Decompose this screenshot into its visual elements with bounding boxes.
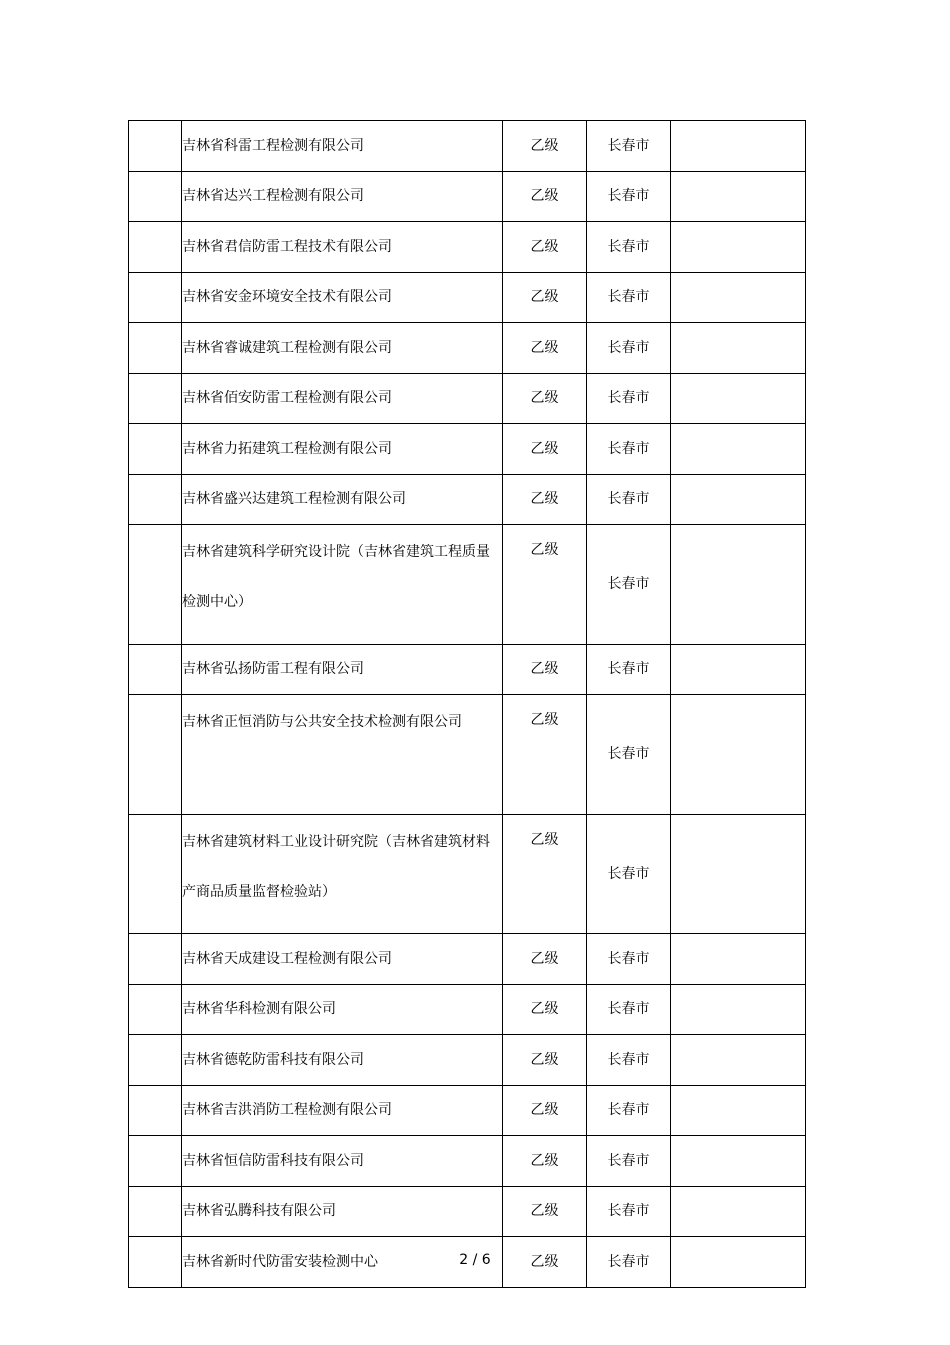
grade-cell: 乙级	[503, 222, 587, 273]
grade-cell: 乙级	[503, 644, 587, 695]
city-cell: 长春市	[587, 984, 671, 1035]
grade-cell: 乙级	[503, 814, 587, 934]
company-table	[128, 120, 806, 1288]
grade-cell: 乙级	[503, 171, 587, 222]
company-name-cell	[182, 1035, 503, 1086]
city-cell: 长春市	[587, 814, 671, 934]
table-row	[129, 1035, 806, 1086]
table-row	[129, 695, 806, 815]
company-name: 吉林省正恒消防与公共安全技术检测有限公司	[182, 714, 462, 730]
grade-cell: 乙级	[503, 934, 587, 985]
table-row	[129, 121, 806, 172]
company-name-cell	[182, 474, 503, 525]
index-cell	[129, 323, 182, 374]
grade-cell: 乙级	[503, 984, 587, 1035]
city-cell: 长春市	[587, 1186, 671, 1237]
company-name-cell	[182, 1085, 503, 1136]
company-name: 吉林省佰安防雷工程检测有限公司	[182, 390, 392, 407]
index-cell	[129, 272, 182, 323]
table-row	[129, 525, 806, 645]
grade-cell: 乙级	[503, 373, 587, 424]
note-cell	[671, 323, 806, 374]
city-cell: 长春市	[587, 121, 671, 172]
note-cell	[671, 373, 806, 424]
note-cell	[671, 814, 806, 934]
index-cell	[129, 525, 182, 645]
company-name: 吉林省建筑科学研究设计院（吉林省建筑工程质量检测中心）	[182, 544, 490, 610]
city-cell: 长春市	[587, 1085, 671, 1136]
index-cell	[129, 1136, 182, 1187]
table-row	[129, 1085, 806, 1136]
table-row	[129, 323, 806, 374]
company-name-cell	[182, 934, 503, 985]
index-cell	[129, 424, 182, 475]
note-cell	[671, 1085, 806, 1136]
city-cell: 长春市	[587, 474, 671, 525]
table-row	[129, 373, 806, 424]
company-name-cell	[182, 644, 503, 695]
grade-cell: 乙级	[503, 1035, 587, 1086]
city-cell: 长春市	[587, 1136, 671, 1187]
company-name: 吉林省吉洪消防工程检测有限公司	[182, 1102, 392, 1119]
note-cell	[671, 934, 806, 985]
grade-cell: 乙级	[503, 1085, 587, 1136]
city-cell: 长春市	[587, 424, 671, 475]
table-row	[129, 814, 806, 934]
index-cell	[129, 1085, 182, 1136]
company-name: 吉林省德乾防雷科技有限公司	[182, 1051, 364, 1068]
note-cell	[671, 984, 806, 1035]
grade-cell: 乙级	[503, 1237, 587, 1288]
grade-cell: 乙级	[503, 323, 587, 374]
note-cell	[671, 1186, 806, 1237]
city-cell: 长春市	[587, 695, 671, 815]
note-cell	[671, 1136, 806, 1187]
company-name: 吉林省力拓建筑工程检测有限公司	[182, 440, 392, 457]
table-row	[129, 474, 806, 525]
city-cell: 长春市	[587, 171, 671, 222]
index-cell	[129, 814, 182, 934]
note-cell	[671, 695, 806, 815]
table-row	[129, 984, 806, 1035]
company-table-body	[129, 121, 806, 1288]
company-name: 吉林省睿诚建筑工程检测有限公司	[182, 339, 392, 356]
note-cell	[671, 525, 806, 645]
company-name-cell	[182, 695, 503, 815]
city-cell: 长春市	[587, 373, 671, 424]
company-name-cell	[182, 984, 503, 1035]
city-cell: 长春市	[587, 1237, 671, 1288]
company-name: 吉林省天成建设工程检测有限公司	[182, 950, 392, 967]
city-cell: 长春市	[587, 1035, 671, 1086]
company-name: 吉林省建筑材料工业设计研究院（吉林省建筑材料产商品质量监督检验站）	[182, 833, 490, 900]
grade-cell: 乙级	[503, 695, 587, 815]
city-cell: 长春市	[587, 222, 671, 273]
company-name-cell	[182, 222, 503, 273]
note-cell	[671, 222, 806, 273]
company-name-cell	[182, 373, 503, 424]
table-row	[129, 934, 806, 985]
company-name-cell	[182, 424, 503, 475]
company-name-cell	[182, 1136, 503, 1187]
note-cell	[671, 474, 806, 525]
grade-cell: 乙级	[503, 1186, 587, 1237]
company-name: 吉林省新时代防雷安装检测中心	[182, 1253, 378, 1270]
company-name: 吉林省弘腾科技有限公司	[182, 1203, 336, 1220]
note-cell	[671, 121, 806, 172]
company-name: 吉林省恒信防雷科技有限公司	[182, 1152, 364, 1169]
index-cell	[129, 984, 182, 1035]
city-cell: 长春市	[587, 272, 671, 323]
note-cell	[671, 644, 806, 695]
page-number: 2 / 6	[459, 1252, 491, 1268]
grade-cell: 乙级	[503, 121, 587, 172]
index-cell	[129, 474, 182, 525]
company-name-cell	[182, 121, 503, 172]
table-row	[129, 171, 806, 222]
company-name: 吉林省达兴工程检测有限公司	[182, 188, 364, 205]
company-name-cell	[182, 323, 503, 374]
note-cell	[671, 1035, 806, 1086]
grade-cell: 乙级	[503, 1136, 587, 1187]
table-row	[129, 644, 806, 695]
index-cell	[129, 171, 182, 222]
index-cell	[129, 695, 182, 815]
company-name: 吉林省安金环境安全技术有限公司	[182, 289, 392, 306]
company-name: 吉林省科雷工程检测有限公司	[182, 137, 364, 154]
grade-cell: 乙级	[503, 424, 587, 475]
index-cell	[129, 644, 182, 695]
grade-cell: 乙级	[503, 525, 587, 645]
company-name-cell	[182, 272, 503, 323]
company-name-cell	[182, 171, 503, 222]
city-cell: 长春市	[587, 323, 671, 374]
company-name-cell	[182, 1186, 503, 1237]
table-row	[129, 424, 806, 475]
index-cell	[129, 1035, 182, 1086]
index-cell	[129, 1186, 182, 1237]
city-cell: 长春市	[587, 934, 671, 985]
note-cell	[671, 272, 806, 323]
grade-cell: 乙级	[503, 474, 587, 525]
table-row	[129, 222, 806, 273]
city-cell: 长春市	[587, 525, 671, 645]
table-row	[129, 272, 806, 323]
index-cell	[129, 222, 182, 273]
company-name: 吉林省华科检测有限公司	[182, 1001, 336, 1018]
city-cell: 长春市	[587, 644, 671, 695]
index-cell	[129, 934, 182, 985]
company-name-cell	[182, 814, 503, 934]
grade-cell: 乙级	[503, 272, 587, 323]
index-cell	[129, 121, 182, 172]
company-name: 吉林省弘扬防雷工程有限公司	[182, 661, 364, 678]
table-row	[129, 1136, 806, 1187]
company-name: 吉林省盛兴达建筑工程检测有限公司	[182, 491, 406, 508]
company-name: 吉林省君信防雷工程技术有限公司	[182, 238, 392, 255]
company-name-cell	[182, 525, 503, 645]
index-cell	[129, 373, 182, 424]
note-cell	[671, 424, 806, 475]
note-cell	[671, 171, 806, 222]
table-row	[129, 1186, 806, 1237]
